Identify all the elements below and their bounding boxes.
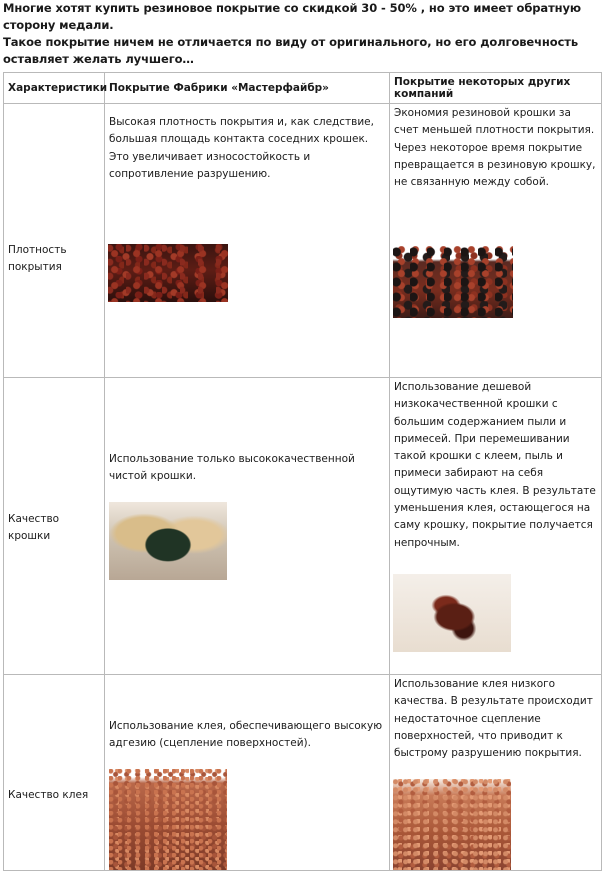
intro-line-1: Многие хотят купить резиновое покрытие со скидкой 30 - 50% , но это имеет обратную сторону медали. [3, 1, 581, 32]
row-label-crumb-quality: Качество крошки [8, 513, 60, 542]
row-label-glue-quality: Качество клея [8, 789, 89, 801]
table-header-row [4, 73, 602, 104]
dense-rubber-photo [108, 244, 228, 302]
dirty-crumb-photo [393, 574, 511, 652]
loose-rubber-photo [393, 246, 513, 318]
others-crumb-text: Использование дешевой низкокачественной крошки с большим содержанием пыли и примесей. При перемешивании такой крошки с клеем, пыль и примеси забирают на себя ощутимую часть клея. В результате уменьшения клея, остающегося на саму крошку, покрытие получается непрочным. [394, 381, 596, 549]
good-glue-photo [109, 769, 227, 870]
factory-crumb-text: Использование только высококачественной чистой крошки. [109, 453, 355, 483]
row-label-density: Плотность покрытия [8, 244, 67, 273]
bad-glue-photo [393, 779, 511, 870]
header-characteristics: Характеристики [8, 82, 108, 94]
clean-crumb-photo [109, 502, 227, 580]
intro-text [3, 0, 603, 68]
table-row [4, 378, 602, 675]
factory-density-text: Высокая плотность покрытия и, как следствие, большая площадь контакта соседних крошек. Это увеличивает износостойкость и сопротивление разрушению. [109, 116, 374, 180]
table-row [4, 675, 602, 871]
factory-glue-text: Использование клея, обеспечивающего высокую адгезию (сцепление поверхностей). [109, 720, 383, 750]
table-row [4, 104, 602, 378]
others-density-text: Экономия резиновой крошки за счет меньшей плотности покрытия. Через некоторое время покрытие превращается в резиновую крошку, не связанную между собой. [394, 107, 596, 189]
intro-line-2: Такое покрытие ничем не отличается по виду от оригинального, но его долговечность оставляет желать лучшего… [3, 35, 579, 66]
header-factory: Покрытие Фабрики «Мастерфайбр» [109, 82, 329, 94]
header-others: Покрытие некоторых других компаний [394, 76, 571, 100]
comparison-table [3, 72, 602, 871]
others-glue-text: Использование клея низкого качества. В результате происходит недостаточное сцепление поверхностей, что приводит к быстрому разрушению покрытия. [394, 678, 593, 760]
